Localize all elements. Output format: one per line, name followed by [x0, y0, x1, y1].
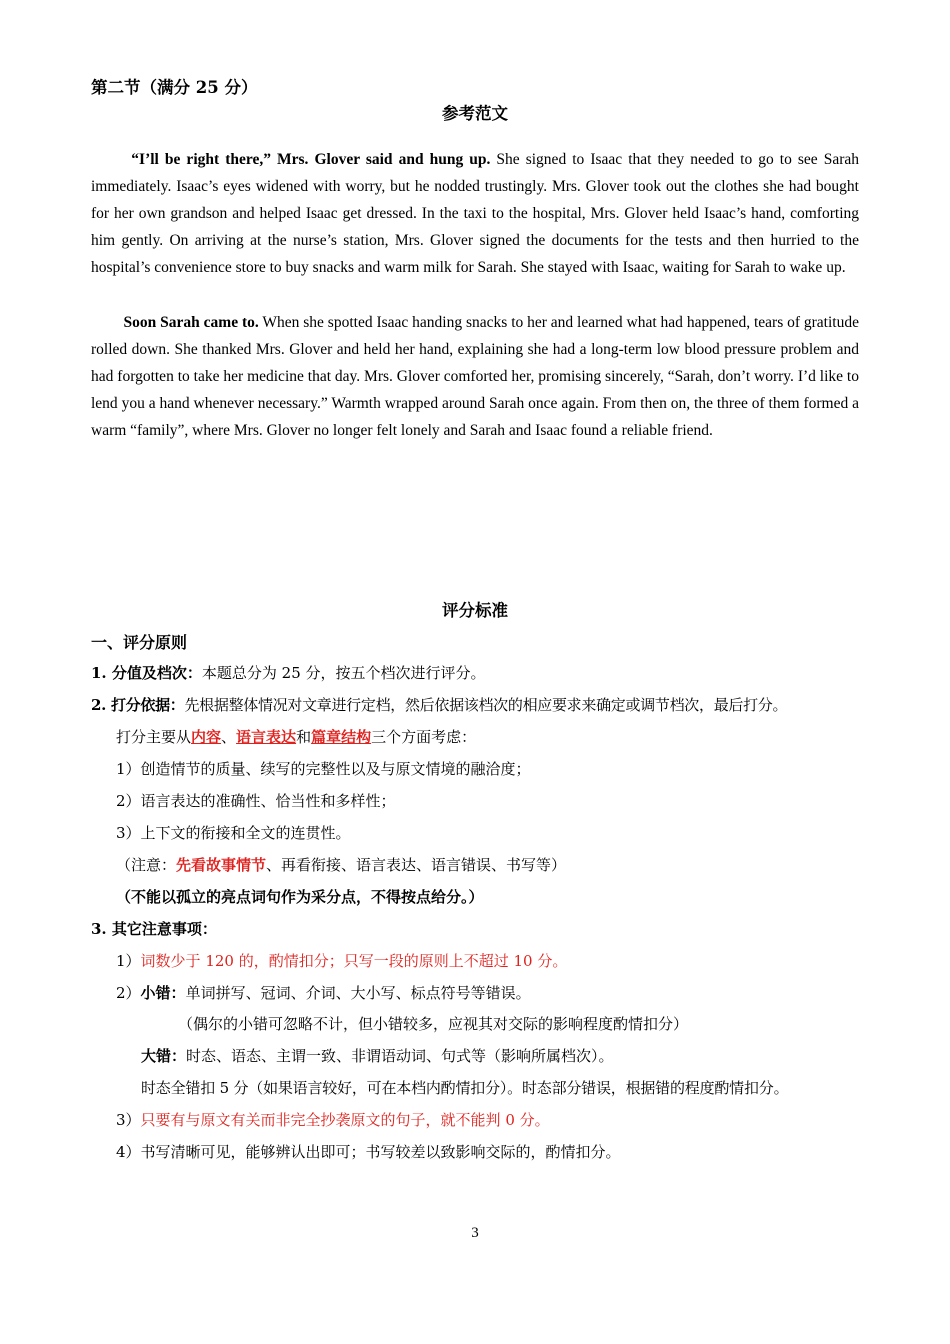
- major-label: 大错：: [141, 1047, 187, 1065]
- other-3: [116, 1109, 550, 1130]
- sep: 和: [296, 728, 312, 746]
- other-1: [116, 950, 567, 971]
- criteria-title: 评分标准: [442, 601, 508, 620]
- other-3-text: 只要有与原文有关而非完全抄袭原文的句子，就不能判 0 分。: [140, 1111, 550, 1129]
- section-heading: 第二节（满分 25 分）: [91, 78, 258, 97]
- paragraph-lead: “I’ll be right there,” Mrs. Glover said and hung up.: [131, 151, 491, 168]
- num: 1）: [116, 952, 141, 970]
- paragraph-body: She signed to Isaac that they needed to go to see Sarah immediately. Isaac’s eyes widened with worry, but he nodded trustingly. Mrs. Glover took out the clothes she had bought for her own grandson and helped Isaac get dressed. In the taxi to the hospital, Mrs. Glover held Isaac’s hand, comforting him gently. On arriving at the nurse’s station, Mrs. Glover signed the documents for the tests and then hurried to the hospital’s convenience store to buy snacks and warm milk for Sarah. She stayed with Isaac, waiting for Sarah to wake up.: [91, 151, 859, 276]
- aspect-structure: 篇章结构: [311, 728, 372, 746]
- other-2: [116, 982, 531, 1003]
- note-highlight: 先看故事情节: [176, 856, 267, 874]
- note-line: [116, 854, 566, 875]
- minor-text: 单词拼写、冠词、介词、大小写、标点符号等错误。: [185, 984, 531, 1002]
- aspect-language: 语言表达: [236, 728, 297, 746]
- principles-heading: 一、评分原则: [91, 633, 188, 652]
- aspects-line: [116, 726, 476, 747]
- aspects-pre: 打分主要从: [116, 728, 192, 746]
- other-4: 4）书写清晰可见，能够辨认出即可；书写较差以致影响交际的，酌情扣分。: [116, 1143, 621, 1161]
- sub-item-1: 1）创造情节的质量、续写的完整性以及与原文情境的融洽度；: [116, 760, 531, 778]
- sample-paragraph-1: [91, 146, 859, 281]
- num: 2）: [116, 984, 141, 1002]
- paragraph-lead: Soon Sarah came to.: [123, 314, 259, 331]
- item-text: 先根据整体情况对文章进行定档，然后依据该档次的相应要求来确定或调节档次，最后打分。: [184, 696, 788, 714]
- sample-title: 参考范文: [442, 104, 508, 123]
- note-2: （不能以孤立的亮点词句作为采分点，不得按点给分。）: [116, 888, 484, 906]
- sub-item-2: 2）语言表达的准确性、恰当性和多样性；: [116, 792, 396, 810]
- item-3: 3. 其它注意事项：: [91, 920, 217, 938]
- item-2: [91, 694, 787, 715]
- paragraph-body: When she spotted Isaac handing snacks to her and learned what had happened, tears of gratitude rolled down. She thanked Mrs. Glover and held her hand, explaining she had a long-term low blood pressure problem and had forgotten to take her medicine that day. Mrs. Glover comforted her, promising sincerely, “Sarah, don’t worry. I’d like to lend you a hand whenever necessary.” Warmth wrapped around Sarah once again. From then on, the three of them formed a warm “family”, where Mrs. Glover no longer felt lonely and Sarah and Isaac found a reliable friend.: [91, 314, 859, 439]
- item-label: 2. 打分依据：: [91, 696, 185, 714]
- page-number: 3: [471, 1225, 479, 1241]
- aspects-post: 三个方面考虑：: [371, 728, 477, 746]
- other-1-text: 词数少于 120 的，酌情扣分；只写一段的原则上不超过 10 分。: [140, 952, 568, 970]
- aspect-content: 内容: [191, 728, 222, 746]
- item-1: [91, 662, 486, 683]
- item-text: 本题总分为 25 分，按五个档次进行评分。: [201, 664, 486, 682]
- note-post: 、再看衔接、语言表达、语言错误、书写等）: [266, 856, 567, 874]
- tense-rule: 时态全错扣 5 分（如果语言较好，可在本档内酌情扣分）。时态部分错误，根据错的程度酌情扣分。: [141, 1079, 789, 1097]
- major-errors: [141, 1045, 614, 1066]
- major-text: 时态、语态、主谓一致、非谓语动词、句式等（影响所属档次）。: [186, 1047, 614, 1065]
- num: 3）: [116, 1111, 141, 1129]
- note-pre: （注意：: [116, 856, 177, 874]
- sep: 、: [221, 728, 237, 746]
- sub-item-3: 3）上下文的衔接和全文的连贯性。: [116, 824, 351, 842]
- sample-paragraph-2: [91, 309, 859, 444]
- minor-label: 小错：: [140, 984, 186, 1002]
- other-2-note: （偶尔的小错可忽略不计，但小错较多，应视其对交际的影响程度酌情扣分）: [178, 1015, 689, 1033]
- item-label: 1. 分值及档次：: [91, 664, 202, 682]
